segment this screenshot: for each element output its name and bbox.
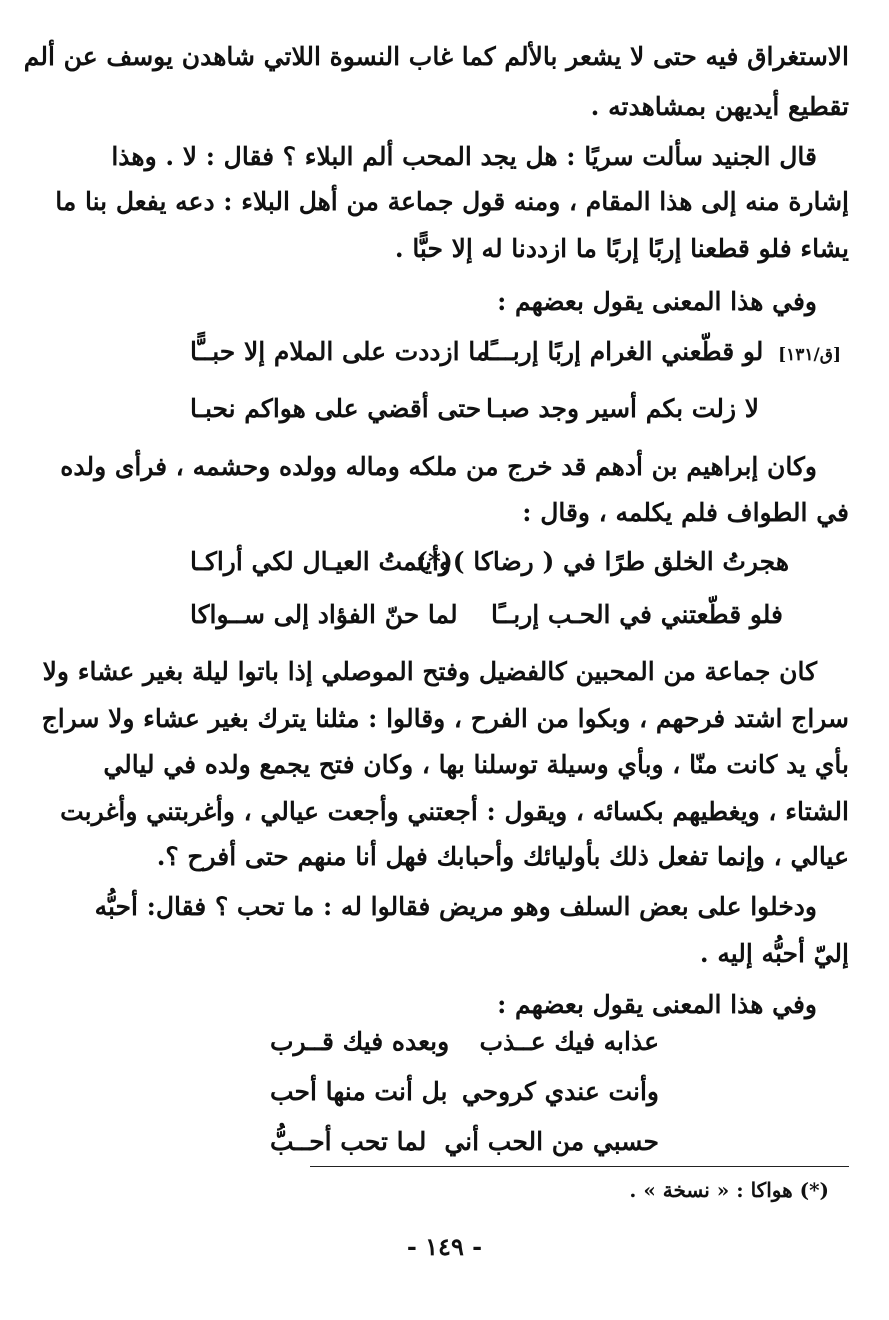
verse-hemistich-a: حسبي من الحب أني (444, 1127, 659, 1156)
verse-hemistich-a: لو قطّعني الغرام إربًا إربـــًا (483, 337, 764, 366)
footnote: (*) هواكا : « نسخة » . (629, 1178, 829, 1202)
verse-hemistich-a: لا زلت بكم أسير وجد صبـا (485, 394, 759, 423)
text-line: قال الجنيد سألت سريًا : هل يجد المحب ألم البلاء ؟ فقال : لا . وهذا (111, 142, 817, 171)
verse-hemistich-b: حتى أقضي على هواكم نحبـا (190, 394, 482, 423)
verse-hemistich-a: وأنت عندي كروحي (461, 1077, 659, 1106)
verse-hemistich-b: لما حنّ الفؤاد إلى ســواكا (190, 600, 458, 629)
verse-hemistich-b: وأيتمتُ العيـال لكي أراكـا (190, 547, 451, 576)
text-line: ودخلوا على بعض السلف وهو مريض فقالوا له : ما تحب ؟ فقال: أحبُّه (94, 892, 817, 921)
text-line: وكان إبراهيم بن أدهم قد خرج من ملكه وماله وولده وحشمه ، فرأى ولده (60, 452, 817, 481)
text-line: يشاء فلو قطعنا إربًا إربًا ما ازددنا له إلا حبًّا . (394, 234, 849, 263)
verse-hemistich-b: وبعده فيك قــرب (270, 1027, 450, 1056)
verse-hemistich-b: لما تحب أحــبُّ (270, 1127, 427, 1156)
verse-hemistich-a: عذابه فيك عــذب (479, 1027, 659, 1056)
text-line: إليّ أحبُّه إليه . (699, 939, 849, 968)
verse-hemistich-b: بل أنت منها أحب (270, 1077, 448, 1106)
verse-hemistich-a: هجرتُ الخلق طرًا في ( رضاكا )(*) (416, 547, 789, 576)
text-line: الاستغراق فيه حتى لا يشعر بالألم كما غاب النسوة اللاتي شاهدن يوسف عن ألم (23, 42, 849, 71)
text-line: وفي هذا المعنى يقول بعضهم : (497, 287, 817, 316)
verse-hemistich-b: ما ازددت على الملام إلا حبــًّا (190, 337, 490, 366)
text-line: إشارة منه إلى هذا المقام ، ومنه قول جماعة من أهل البلاء : دعه يفعل بنا ما (55, 187, 849, 216)
text-line: كان جماعة من المحبين كالفضيل وفتح الموصلي إذا باتوا ليلة بغير عشاء ولا (42, 657, 817, 686)
text-line: الشتاء ، ويغطيهم بكسائه ، ويقول : أجعتني وأجعت عيالي ، وأغربتني وأغربت (60, 797, 849, 826)
text-line: في الطواف فلم يكلمه ، وقال : (522, 498, 849, 527)
text-line: عيالي ، وإنما تفعل ذلك بأوليائك وأحبابك فهل أنا منهم حتى أفرح ؟. (156, 842, 849, 871)
verse-line (483, 335, 841, 372)
text-line: سراج اشتد فرحهم ، وبكوا من الفرح ، وقالوا : مثلنا يترك بغير عشاء ولا سراج (41, 704, 849, 733)
footnote-divider (310, 1166, 849, 1167)
text-line: وفي هذا المعنى يقول بعضهم : (497, 990, 817, 1019)
text-line: بأي يد كانت منّا ، وبأي وسيلة توسلنا بها ، وكان فتح يجمع ولده في ليالي (103, 750, 849, 779)
manuscript-ref: [ق/١٣١] (778, 345, 841, 365)
verse-hemistich-a: فلو قطّعتني في الحـب إربــًا (490, 600, 783, 629)
page-number: - ١٤٩ - (406, 1232, 483, 1261)
text-line: تقطيع أيديهن بمشاهدته . (590, 92, 849, 121)
